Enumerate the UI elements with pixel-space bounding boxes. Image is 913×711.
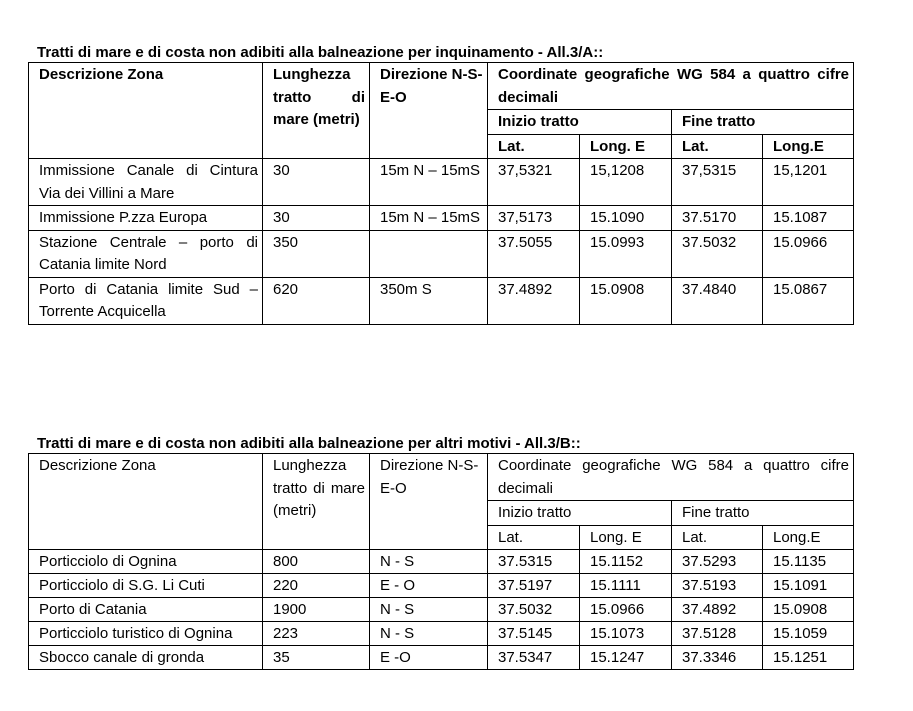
table-row bbox=[29, 230, 854, 277]
header-long-start: Long. E bbox=[580, 134, 672, 159]
cell-zona: Stazione Centrale – porto di Catania limite Nord bbox=[29, 230, 263, 277]
cell-direzione: N - S bbox=[370, 622, 488, 646]
cell-lat-start: 37.5145 bbox=[488, 622, 580, 646]
cell-lunghezza: 620 bbox=[263, 277, 370, 324]
cell-long-end: 15.1251 bbox=[763, 646, 854, 670]
cell-direzione: 350m S bbox=[370, 277, 488, 324]
cell-long-end: 15.1087 bbox=[763, 206, 854, 231]
cell-long-start: 15.1090 bbox=[580, 206, 672, 231]
header-lat-end: Lat. bbox=[672, 134, 763, 159]
section-b bbox=[28, 435, 853, 670]
table-row bbox=[29, 550, 854, 574]
table-row bbox=[29, 622, 854, 646]
cell-lunghezza: 350 bbox=[263, 230, 370, 277]
table-b bbox=[28, 453, 854, 670]
cell-long-start: 15.0908 bbox=[580, 277, 672, 324]
header-lunghezza: Lunghezza tratto di mare (metri) bbox=[263, 63, 370, 159]
cell-long-end: 15,1201 bbox=[763, 159, 854, 206]
cell-lunghezza: 35 bbox=[263, 646, 370, 670]
cell-long-end: 15.1091 bbox=[763, 574, 854, 598]
cell-long-end: 15.1059 bbox=[763, 622, 854, 646]
cell-lat-start: 37.5347 bbox=[488, 646, 580, 670]
section-a bbox=[28, 44, 853, 325]
header-fine: Fine tratto bbox=[672, 110, 854, 135]
cell-lunghezza: 800 bbox=[263, 550, 370, 574]
cell-zona: Porticciolo di Ognina bbox=[29, 550, 263, 574]
cell-long-start: 15.1073 bbox=[580, 622, 672, 646]
table-row bbox=[29, 159, 854, 206]
header-fine: Fine tratto bbox=[672, 501, 854, 526]
cell-lat-start: 37.5197 bbox=[488, 574, 580, 598]
cell-lat-end: 37,5315 bbox=[672, 159, 763, 206]
cell-lat-end: 37.4840 bbox=[672, 277, 763, 324]
table-row bbox=[29, 574, 854, 598]
cell-direzione: N - S bbox=[370, 598, 488, 622]
cell-lat-end: 37.5193 bbox=[672, 574, 763, 598]
cell-zona: Porto di Catania bbox=[29, 598, 263, 622]
cell-lat-end: 37.3346 bbox=[672, 646, 763, 670]
header-coordinate: Coordinate geografiche WG 584 a quattro cifre decimali bbox=[488, 454, 854, 501]
header-inizio: Inizio tratto bbox=[488, 501, 672, 526]
cell-zona: Porto di Catania limite Sud – Torrente Acquicella bbox=[29, 277, 263, 324]
cell-direzione: E -O bbox=[370, 646, 488, 670]
cell-long-end: 15.0908 bbox=[763, 598, 854, 622]
cell-lunghezza: 220 bbox=[263, 574, 370, 598]
cell-direzione: 15m N – 15mS bbox=[370, 206, 488, 231]
header-zona: Descrizione Zona bbox=[29, 63, 263, 159]
cell-zona: Porticciolo di S.G. Li Cuti bbox=[29, 574, 263, 598]
table-row bbox=[29, 598, 854, 622]
section-b-title: Tratti di mare e di costa non adibiti alla balneazione per altri motivi - All.3/B:: bbox=[37, 435, 581, 452]
header-lat-end: Lat. bbox=[672, 525, 763, 550]
cell-zona: Porticciolo turistico di Ognina bbox=[29, 622, 263, 646]
cell-direzione bbox=[370, 230, 488, 277]
cell-lunghezza: 223 bbox=[263, 622, 370, 646]
header-direzione: Direzione N-S-E-O bbox=[370, 63, 488, 159]
cell-zona: Sbocco canale di gronda bbox=[29, 646, 263, 670]
cell-long-start: 15,1208 bbox=[580, 159, 672, 206]
cell-long-end: 15.1135 bbox=[763, 550, 854, 574]
cell-long-start: 15.1247 bbox=[580, 646, 672, 670]
cell-direzione: E - O bbox=[370, 574, 488, 598]
header-inizio: Inizio tratto bbox=[488, 110, 672, 135]
cell-lat-end: 37.5170 bbox=[672, 206, 763, 231]
header-lunghezza: Lunghezza tratto di mare (metri) bbox=[263, 454, 370, 550]
header-lat-start: Lat. bbox=[488, 134, 580, 159]
section-a-title: Tratti di mare e di costa non adibiti alla balneazione per inquinamento - All.3/A:: bbox=[37, 44, 604, 61]
cell-lat-start: 37,5321 bbox=[488, 159, 580, 206]
cell-long-start: 15.0966 bbox=[580, 598, 672, 622]
cell-lat-end: 37.5128 bbox=[672, 622, 763, 646]
header-coordinate: Coordinate geografiche WG 584 a quattro cifre decimali bbox=[488, 63, 854, 110]
cell-zona: Immissione P.zza Europa bbox=[29, 206, 263, 231]
cell-long-start: 15.1152 bbox=[580, 550, 672, 574]
header-long-end: Long.E bbox=[763, 134, 854, 159]
table-row bbox=[29, 206, 854, 231]
header-long-end: Long.E bbox=[763, 525, 854, 550]
cell-direzione: N - S bbox=[370, 550, 488, 574]
cell-lat-start: 37.5315 bbox=[488, 550, 580, 574]
cell-long-end: 15.0966 bbox=[763, 230, 854, 277]
cell-lat-end: 37.5293 bbox=[672, 550, 763, 574]
cell-lat-start: 37,5173 bbox=[488, 206, 580, 231]
header-direzione: Direzione N-S-E-O bbox=[370, 454, 488, 550]
header-lat-start: Lat. bbox=[488, 525, 580, 550]
table-row bbox=[29, 646, 854, 670]
cell-lunghezza: 30 bbox=[263, 206, 370, 231]
cell-lat-start: 37.5055 bbox=[488, 230, 580, 277]
cell-lat-end: 37.5032 bbox=[672, 230, 763, 277]
table-row bbox=[29, 277, 854, 324]
table-a bbox=[28, 62, 854, 325]
header-zona: Descrizione Zona bbox=[29, 454, 263, 550]
header-long-start: Long. E bbox=[580, 525, 672, 550]
cell-long-start: 15.0993 bbox=[580, 230, 672, 277]
cell-lunghezza: 30 bbox=[263, 159, 370, 206]
cell-lat-start: 37.4892 bbox=[488, 277, 580, 324]
cell-long-start: 15.1111 bbox=[580, 574, 672, 598]
cell-lat-end: 37.4892 bbox=[672, 598, 763, 622]
cell-lat-start: 37.5032 bbox=[488, 598, 580, 622]
cell-long-end: 15.0867 bbox=[763, 277, 854, 324]
cell-lunghezza: 1900 bbox=[263, 598, 370, 622]
cell-direzione: 15m N – 15mS bbox=[370, 159, 488, 206]
cell-zona: Immissione Canale di Cintura Via dei Villini a Mare bbox=[29, 159, 263, 206]
